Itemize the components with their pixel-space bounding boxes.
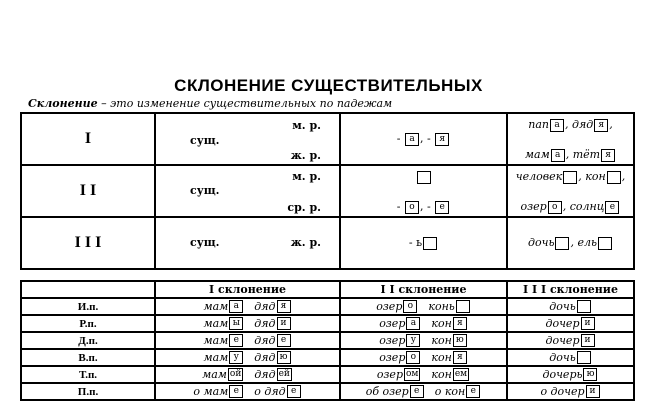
word-stem: мам xyxy=(203,299,229,313)
endings-cell: - о , - е xyxy=(340,165,507,217)
example-line: мам а , тёт я xyxy=(508,148,633,162)
case-form-cell xyxy=(155,366,340,383)
ending-box: я xyxy=(601,149,615,162)
ending-box xyxy=(555,237,569,250)
case-row xyxy=(21,315,634,332)
ending-box xyxy=(563,171,577,184)
ending-box: е xyxy=(287,385,301,398)
word-stem: дочер xyxy=(545,333,580,347)
case-form-cell xyxy=(155,332,340,349)
case-form-cell xyxy=(340,298,507,315)
noun-gender-cell xyxy=(155,113,340,165)
case-form-cell xyxy=(507,366,634,383)
gender-label: ср. р. xyxy=(287,201,321,214)
word-stem: дяд xyxy=(254,299,276,313)
endings-cell: - ь xyxy=(340,217,507,269)
ending-box xyxy=(577,351,591,364)
word-stem: дочь xyxy=(549,299,576,313)
ending-box xyxy=(417,171,431,184)
ending-box: ей xyxy=(278,369,290,380)
case-row xyxy=(21,349,634,366)
word-stem: озер xyxy=(376,367,403,381)
column-header: I склонение xyxy=(155,281,340,298)
subtitle-text: – это изменение существительных по падежам xyxy=(97,97,393,110)
case-form-cell xyxy=(507,349,634,366)
word-stem: мам xyxy=(203,350,229,364)
ending-box: о xyxy=(406,351,420,364)
case-form-cell xyxy=(507,298,634,315)
ending-box: е xyxy=(229,334,243,347)
noun-gender-cell xyxy=(155,217,340,269)
case-row xyxy=(21,332,634,349)
word-stem: дяд xyxy=(254,333,276,347)
word-stem: озер xyxy=(379,316,406,330)
word-stem: дочерь xyxy=(542,367,583,381)
declension-row-2 xyxy=(21,165,634,217)
case-label: В.п. xyxy=(21,349,155,366)
word-stem: озер xyxy=(379,350,406,364)
ending-box: е xyxy=(410,385,424,398)
word-stem: озер xyxy=(376,299,403,313)
page-title: СКЛОНЕНИЕ СУЩЕСТВИТЕЛЬНЫХ xyxy=(174,76,483,95)
word-stem: кон xyxy=(431,316,452,330)
declension-row-1 xyxy=(21,113,634,165)
ending-box: я xyxy=(435,133,449,146)
ending-box xyxy=(423,237,437,250)
word-stem: мам xyxy=(202,367,227,381)
word-stem: кон xyxy=(431,367,452,381)
column-header: I I I склонение xyxy=(507,281,634,298)
case-row xyxy=(21,298,634,315)
ending-box: е xyxy=(229,385,243,398)
ending-box: е xyxy=(466,385,480,398)
ending-box: а xyxy=(405,133,419,146)
case-row xyxy=(21,383,634,400)
ending-box: я xyxy=(277,300,291,313)
ending-box: и xyxy=(277,317,291,330)
gender-label: м. р. xyxy=(292,119,321,132)
declension-number: I I I xyxy=(21,217,155,269)
word-stem: конь xyxy=(428,299,455,313)
ending-box: у xyxy=(406,334,420,347)
case-table xyxy=(20,280,635,401)
column-header: I I склонение xyxy=(340,281,507,298)
case-label: Р.п. xyxy=(21,315,155,332)
case-label: И.п. xyxy=(21,298,155,315)
case-table-body xyxy=(21,298,634,400)
word-stem: о мам xyxy=(193,384,229,398)
ending-box: а xyxy=(406,317,420,330)
word-stem: кон xyxy=(431,350,452,364)
ending-box: а xyxy=(229,300,243,313)
declension-table xyxy=(20,112,635,270)
case-form-cell xyxy=(155,349,340,366)
ending-box: я xyxy=(594,119,608,132)
ending-box xyxy=(598,237,612,250)
ending-box: ом xyxy=(406,369,419,380)
ending-box: ем xyxy=(454,369,468,380)
examples-cell xyxy=(507,113,634,165)
ending-box: е xyxy=(605,201,619,214)
case-form-cell xyxy=(155,298,340,315)
word-stem: дяд xyxy=(254,350,276,364)
ending-box: о xyxy=(405,201,419,214)
word-stem: озер xyxy=(379,333,406,347)
example-line: пап а , дяд я , xyxy=(528,118,613,131)
case-form-cell xyxy=(155,383,340,400)
ending-box: о xyxy=(548,201,562,214)
examples-cell xyxy=(507,165,634,217)
word-stem: кон xyxy=(431,333,452,347)
case-label: Т.п. xyxy=(21,366,155,383)
declension-number: I xyxy=(21,113,155,165)
ending-box: ю xyxy=(453,334,467,347)
example-line: озер о , солнц е xyxy=(508,200,633,214)
ending-box: а xyxy=(551,149,565,162)
ending-box: я xyxy=(453,351,467,364)
ending-box: и xyxy=(586,385,600,398)
ending-box: о xyxy=(403,300,417,313)
case-form-cell xyxy=(340,383,507,400)
word-stem: о кон xyxy=(434,384,466,398)
ending-box xyxy=(456,300,470,313)
noun-gender-cell xyxy=(155,165,340,217)
examples-cell: дочь , ель xyxy=(507,217,634,269)
noun-label: сущ. xyxy=(190,184,220,197)
gender-label: ж. р. xyxy=(290,236,321,249)
ending-box: я xyxy=(453,317,467,330)
ending-box: е xyxy=(435,201,449,214)
ending-box: ой xyxy=(229,369,242,380)
gender-label: м. р. xyxy=(292,170,321,183)
word-stem: о дяд xyxy=(254,384,286,398)
word-stem: дочер xyxy=(545,316,580,330)
ending-box xyxy=(607,171,621,184)
declension-row-3 xyxy=(21,217,634,269)
case-form-cell xyxy=(340,366,507,383)
noun-label: сущ. xyxy=(190,236,220,249)
example-line: человек , кон , xyxy=(515,170,626,183)
endings-cell: - а , - я xyxy=(340,113,507,165)
gender-label: ж. р. xyxy=(290,149,321,162)
subtitle-term: Склонение xyxy=(28,97,98,110)
case-form-cell xyxy=(155,315,340,332)
case-form-cell xyxy=(507,383,634,400)
ending-box: е xyxy=(277,334,291,347)
word-stem: дяд xyxy=(254,367,276,381)
noun-label: сущ. xyxy=(190,134,220,147)
ending-box: у xyxy=(229,351,243,364)
case-label: П.п. xyxy=(21,383,155,400)
case-form-cell xyxy=(507,332,634,349)
word-stem: о дочер xyxy=(540,384,585,398)
subtitle xyxy=(28,97,392,110)
word-stem: дочь xyxy=(549,350,576,364)
case-form-cell xyxy=(340,349,507,366)
corner-cell xyxy=(21,281,155,298)
ending-box xyxy=(577,300,591,313)
case-table-header xyxy=(21,281,634,298)
case-form-cell xyxy=(340,315,507,332)
ending-box: ю xyxy=(277,351,291,364)
word-stem: об озер xyxy=(365,384,409,398)
ending-box: ю xyxy=(583,368,597,381)
ending-box: ы xyxy=(229,317,243,330)
case-label: Д.п. xyxy=(21,332,155,349)
case-form-cell xyxy=(340,332,507,349)
case-row xyxy=(21,366,634,383)
declension-number: I I xyxy=(21,165,155,217)
word-stem: дяд xyxy=(254,316,276,330)
ending-box: и xyxy=(581,334,595,347)
word-stem: мам xyxy=(203,333,229,347)
word-stem: мам xyxy=(203,316,229,330)
ending-box: и xyxy=(581,317,595,330)
ending-box: а xyxy=(550,119,564,132)
case-form-cell xyxy=(507,315,634,332)
